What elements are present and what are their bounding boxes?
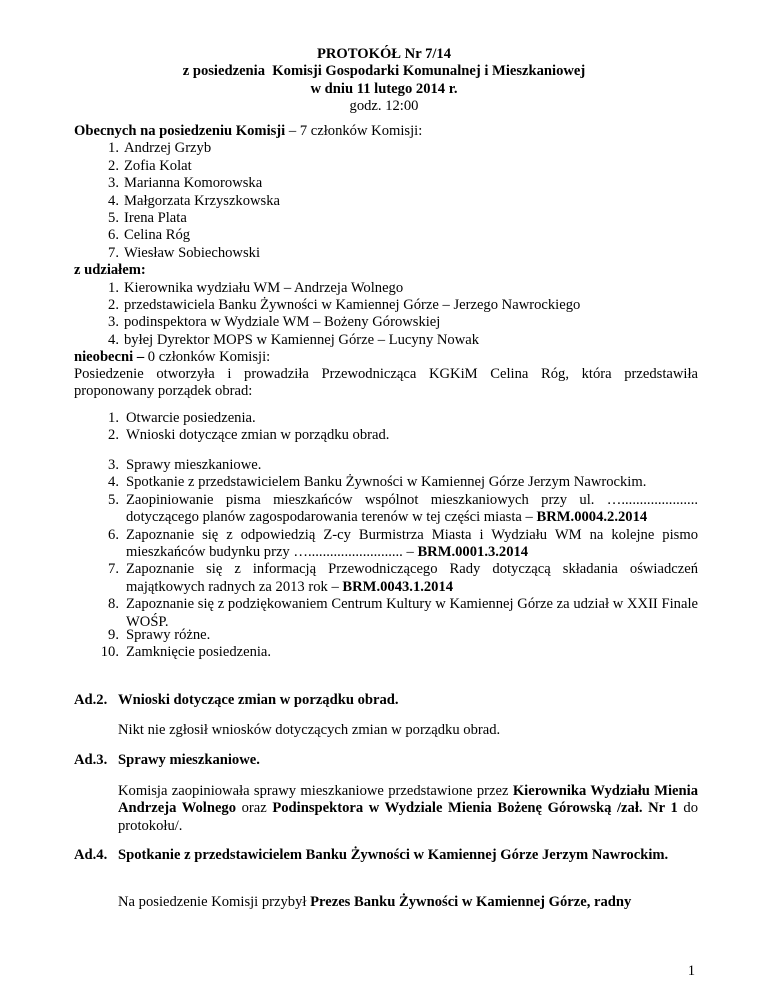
intro-paragraph: Posiedzenie otworzyła i prowadziła Przewodnicząca KGKiM Celina Róg, która przedstawiła proponowany porządek obrad: bbox=[74, 366, 698, 400]
member-item: 6. Celina Róg bbox=[108, 227, 191, 244]
header-time: godz. 12:00 bbox=[349, 98, 419, 115]
section-title: Spotkanie z przedstawicielem Banku Żywności w Kamiennej Górze Jerzym Nawrockim. bbox=[118, 847, 669, 863]
page-number: 1 bbox=[687, 963, 695, 979]
agenda-item: 4. Spotkanie z przedstawicielem Banku Żywności w Kamiennej Górze Jerzym Nawrockim. bbox=[108, 474, 647, 491]
member-item: 5. Irena Plata bbox=[108, 210, 187, 227]
present-line bbox=[74, 123, 698, 140]
agenda-item: 5. Zaopiniowanie pisma mieszkańców wspólnot mieszkaniowych przy ul. …..................... dotyczącego planów zagospodarowania terenów w tej części miasta – BRM.0004.2.2014 bbox=[108, 491, 698, 526]
agenda-list-a bbox=[74, 410, 698, 445]
member-item: 2. Zofia Kolat bbox=[108, 157, 192, 174]
guest-item: 4. byłej Dyrektor MOPS w Kamiennej Górze – Lucyny Nowak bbox=[108, 331, 480, 348]
agenda-item: 8. Zapoznanie się z podziękowaniem Centrum Kultury w Kamiennej Górze za udział w XXII Finale WOŚP. bbox=[108, 596, 698, 630]
agenda-item: 2. Wnioski dotyczące zmian w porządku obrad. bbox=[108, 427, 390, 444]
agenda-item: 9. Sprawy różne. bbox=[108, 627, 211, 643]
section-title: Wnioski dotyczące zmian w porządku obrad. bbox=[118, 692, 399, 708]
section-title: Sprawy mieszkaniowe. bbox=[118, 752, 260, 768]
agenda-item: 6. Zapoznanie się z odpowiedzią Z-cy Burmistrza Miasta i Wydziału WM na kolejne pismo mieszkańców budynku przy ….......................... – BRM.0001.3.2014 bbox=[108, 526, 698, 561]
absent-count: 0 członków Komisji: bbox=[144, 349, 271, 366]
guest-item: 3. podinspektora w Wydziale WM – Bożeny Górowskiej bbox=[108, 314, 441, 331]
ad2-body: Nikt nie zgłosił wniosków dotyczących zmian w porządku obrad. bbox=[118, 722, 501, 738]
section-ad4 bbox=[74, 847, 698, 864]
section-label: Ad.2. bbox=[74, 692, 108, 708]
document-header bbox=[0, 46, 768, 116]
member-item: 4. Małgorzata Krzyszkowska bbox=[108, 192, 281, 209]
header-committee: z posiedzenia Komisji Gospodarki Komunalnej i Mieszkaniowej bbox=[182, 63, 586, 80]
guest-item: 1. Kierownika wydziału WM – Andrzeja Wolnego bbox=[108, 279, 404, 296]
document-ref: BRM.0043.1.2014 bbox=[342, 578, 454, 595]
members-list bbox=[74, 140, 698, 262]
member-item: 3. Marianna Komorowska bbox=[108, 175, 263, 192]
agenda-item: 3. Sprawy mieszkaniowe. bbox=[108, 457, 262, 473]
header-date: w dniu 11 lutego 2014 r. bbox=[310, 80, 458, 97]
absent-label: nieobecni – bbox=[74, 349, 145, 366]
agenda-item: 10. Zamknięcie posiedzenia. bbox=[100, 644, 272, 661]
document-ref: BRM.0004.2.2014 bbox=[536, 509, 648, 526]
ad4-body: Na posiedzenie Komisji przybył Prezes Banku Żywności w Kamiennej Górze, radny bbox=[118, 894, 632, 910]
agenda-list-c bbox=[74, 627, 698, 662]
document-title: PROTOKÓŁ Nr 7/14 bbox=[316, 46, 452, 62]
absent-line bbox=[74, 349, 698, 366]
guests-list bbox=[74, 280, 698, 350]
agenda-item: 1. Otwarcie posiedzenia. bbox=[108, 410, 256, 426]
member-item: 1. Andrzej Grzyb bbox=[108, 140, 212, 157]
present-label: Obecnych na posiedzeniu Komisji bbox=[74, 123, 286, 139]
ad3-body: Komisja zaopiniowała sprawy mieszkaniowe przedstawione przez Kierownika Wydziału Mienia Andrzeja Wolnego oraz Podinspektora w Wydziale Mienia Bożenę Górowską /zał. Nr 1 do protokołu/. bbox=[118, 783, 698, 834]
guest-item: 2. przedstawiciela Banku Żywności w Kamiennej Górze – Jerzego Nawrockiego bbox=[108, 297, 581, 314]
section-label: Ad.3. bbox=[74, 752, 108, 768]
agenda-list-b bbox=[74, 457, 698, 631]
agenda-item: 7. Zapoznanie się z informacją Przewodniczącego Rady dotyczącą składania oświadczeń majątkowych radnych za 2013 rok – BRM.0043.1.2014 bbox=[108, 561, 698, 595]
present-count: – 7 członków Komisji: bbox=[285, 123, 423, 139]
member-item: 7. Wiesław Sobiechowski bbox=[108, 244, 261, 261]
guests-label: z udziałem: bbox=[74, 262, 146, 279]
section-ad2 bbox=[74, 692, 698, 709]
document-ref: BRM.0001.3.2014 bbox=[417, 544, 529, 561]
attendance-section bbox=[74, 123, 698, 367]
section-ad3 bbox=[74, 752, 698, 769]
section-label: Ad.4. bbox=[74, 847, 108, 863]
